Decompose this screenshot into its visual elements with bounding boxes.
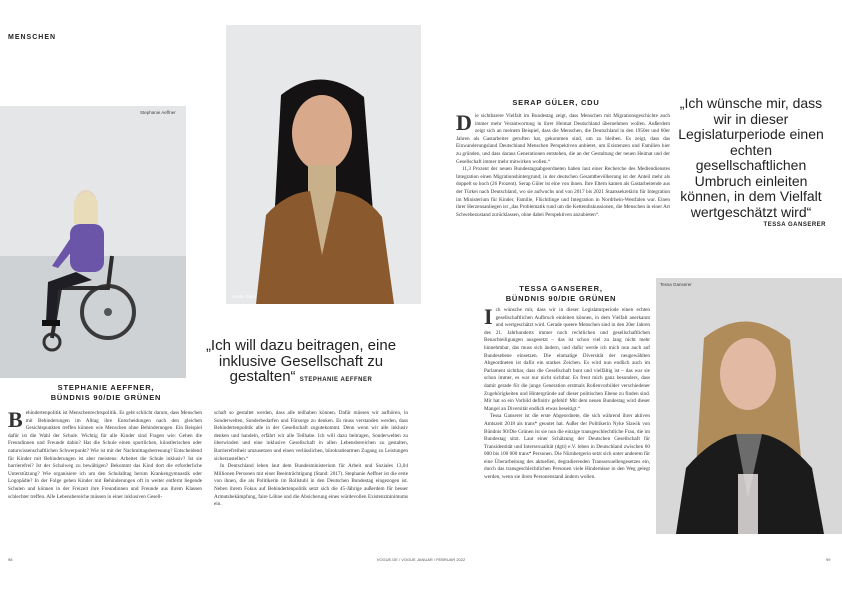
- ganserer-drop-cap: I: [484, 307, 493, 329]
- aeffner-col2-p1: schaft so gestaltet werden, dass alle teilhaben können. Dafür müssen wir aufhören, in Sonderwelten, Sonderbedarfen und Fürsorge zu denken. Es muss verstanden werden, dass Behindertenpolitik alle in der Gesellschaft zugutekommt. Denn wenn wir alle inklusiv denken und handeln, erfährt wir alle Teilhabe. Ich will dazu beitragen, Sonderwelten zu überwinden und eine inklusive Gesellschaft in allen Lebensbereichen zu gestalten, Barrierefreiheit umzusetzen und einen verlässlichen, bürokratiearmen Zugang zu Leistungen sicherzustellen.“: [214, 410, 408, 462]
- caption-gueler: Serap Güler: [232, 294, 257, 299]
- caption-aeffner: Stephanie Aeffner: [140, 110, 176, 115]
- folio-center: VOGUE.DE / VOGUE JANUAR / FEBRUAR 2022: [376, 557, 466, 562]
- ganserer-p2: Tessa Ganserer ist die erste Abgeordnete, die sich während ihrer aktiven Amtszeit 2018 als trans* geoutet hat. Außer der Politikerin Nyke Slawik von Bündnis 90/Die Grünen ist sie nun die einzige transgeschlechtliche Frau, die im Bundestag sitzt. Laut einer Schätzung der Deutschen Gesellschaft für Transidentität und Intersexualität (dgti) e.V. leben in Deutschland zwischen 60 000 bis 100 000 trans* Personen. Die Nürnbergerin setzt sich unter anderem für eine Überarbeitung des aktuellen, degradierenden Transsexuellengesetzes ein, durch das transgeschlechtlichen Personen viele Hindernisse in den Weg gelegt werden, wenn sie ihren Personenstand ändern wollen.: [484, 413, 650, 481]
- ganserer-body: [484, 307, 650, 537]
- photo-stephanie-aeffner: [0, 106, 186, 378]
- ganserer-name-heading: [476, 284, 646, 304]
- aeffner-quote: [190, 338, 412, 389]
- ganserer-quote-text: „Ich wünsche mir, dass wir in dieser Legislaturperiode einen echten gesellschaftlichen Umbruch einleiten können, in dem Vielfalt wertgeschätzt wird“: [678, 95, 824, 220]
- aeffner-name-line2: BÜNDNIS 90/DIE GRÜNEN: [50, 393, 162, 402]
- gueler-p2: 11,3 Prozent der neuen Bundestagsabgeordneten haben laut einer Recherche des Mediendienstes Integration einen Migrationshintergrund; in der deutschen Gesamtbevölkerung ist der Anteil mehr als doppelt so hoch (26 Prozent). Serap Güler ist eine von ihnen. Ihre Eltern kamen als Gastarbeitende aus der Türkei nach Deutschland, wo sie aufwuchs und von 2017 bis 2021 Staatssekretärin für Integration im Ministerium für Kinder, Familie, Flüchtlinge und Integration in Nordrhein-Westfalen war. Einen ihrer Herzensanliegen ist „das Problematik rund um die Kettendiskussionen, die Menschen in einer Art Schwebezustand zurücklassen, ohne dabei Perspektiven anzubieten“.: [456, 166, 670, 218]
- aeffner-quote-author: STEPHANIE AEFFNER: [299, 377, 373, 383]
- section-label: MENSCHEN: [8, 34, 57, 41]
- aeffner-col1-text: ehindertenpolitik ist Menschenrechtspolitik. Es geht schlicht darum, dass Menschen mit Behinderungen im Alltag ihre Entscheidungen nach den gleichen Gesichtspunkten treffen können wie Menschen ohne Behinderungen. Ein Beispiel dafür ist die Wahl der Schule. Wichtig für alle Kinder sind Fragen wie: Gehen die Freundinnen und Freunde dahin? Hat die Schule einen sportlichen, künstlerischen oder naturwissenschaftlichen Schwerpunkt? Wie ist mit der Nachmittagsbetreuung? Entscheidend für Kinder mit Behinderungen ist aber meistens: Arbeitet die Schule inklusiv? Ist sie barrierefrei? Ist der Schulweg zu bewältigen? Bekommt das Kind dort die erforderliche Unterstützung? Wie organisiere ich um den Schulalltag herum Krankengymnastik oder Logopädie? In der Folge gehen Kinder mit Behinderungen oft in weiter entfernt liegende Schulen und können in der Freizeit ihre Freundinnen und Freunde aus ihrem Klassen schlechter treffen. Alle Lebensbereiche müssen in einer inklusiven Gesell-: [8, 410, 202, 500]
- portrait-ganserer: [656, 278, 842, 534]
- gueler-name-heading: SERAP GÜLER, CDU: [512, 98, 600, 107]
- aeffner-name-line1: STEPHANIE AEFFNER,: [57, 383, 155, 392]
- folio-right: 99: [826, 557, 831, 562]
- photo-tessa-ganserer: [656, 278, 842, 534]
- gueler-drop-cap: D: [456, 113, 472, 135]
- portrait-gueler: [226, 25, 421, 304]
- caption-ganserer: Tessa Ganserer: [660, 282, 692, 287]
- ganserer-name-line2: BÜNDNIS 90/DIE GRÜNEN: [505, 294, 617, 303]
- ganserer-p1: ch wünsche mir, dass wir in dieser Legislaturperiode einen echten gesellschaftlichen Aufbruch einleiten können, in dem Vielfalt anerkannt und wertgeschätzt wird. Gerade queere Menschen sind in den 20er Jahren des 21. Jahrhunderts immer noch rechtlichen und gesellschaftlichen Benachteiligungen ausgesetzt – das ist schon viel zu lang nicht mehr hinnehmbar, das muss sich ändern, und dafür werde ich mich nun auch auf Bundesebene einsetzen. Die einmalige Diversität der neugewählten Abgeordneten ist dafür ein starkes Zeichen. Es wird nun endlich auch im Parlament sichtbar, dass die Gesellschaft bunt und vielfältig ist – das war sie schon immer, es war nur nicht sichtbar. Es freut mich ganz besonders, dass damit gerade für die junge Generation erstmals Rollenvorbilder verschiedener Zugehörigkeiten und Hintergründe auf dieser politischen Ebene zu finden sind. Mir hat so ein Vorbild definitiv gefehlt! Mit dem neuen Bundestag wird dieser Mangel an Diversität endlich etwas beseitigt.“: [484, 307, 650, 412]
- wheelchair-portrait: [0, 106, 186, 378]
- aeffner-col2-p2: In Deutschland leben laut dem Bundesministerium für Arbeit und Soziales 13,04 Millionen Personen mit einer Beeinträchtigung (Stand: 2017). Stephanie Aeffner ist die erste von ihnen, die als Politikerin im Rollstuhl in den Deutschen Bundestag eingezogen ist. Neben ihrem Fokus auf Behindertenpolitik setzt sich die 45-Jährige außerdem für besser Armutsbekämpfung, faire Löhne und die Absicherung eines würdevollen Existenzminimums ein.: [214, 463, 408, 508]
- aeffner-body-col1: [8, 410, 202, 540]
- aeffner-name-heading: [16, 383, 196, 403]
- aeffner-body-col2: [214, 410, 408, 540]
- aeffner-quote-text: „Ich will dazu beitragen, eine inklusive Gesellschaft zu gestalten“: [205, 337, 397, 385]
- ganserer-name-line1: TESSA GANSERER,: [519, 284, 603, 293]
- folio-left: 98: [8, 557, 13, 562]
- photo-serap-gueler: [226, 25, 421, 304]
- ganserer-quote-author: TESSA GANSERER: [763, 222, 826, 228]
- gueler-p1: ie sichtbarere Vielfalt im Bundestag zeigt, dass Menschen mit Migrationsgeschichte auch immer mehr Verantwortung in ihrer Heimat Deutschland übernehmen wollen. Außerdem zeigt sich an meinem Beispiel, dass die Menschen, die Deutschland in den 1950er und 60er Jahren als Gastarbeiter geruften hat, gekommen sind, um zu bleiben. Es zeigt, dass das Einwanderungsland Deutschland Menschen Perspektiven anbietet, um Existenzen und Familien hier zu gründen, und dass daraus Generationen entstehen, die an der Gestaltung der neuen Heimat und der Gesellschaft immer mehr mitwirken wollen.“: [456, 113, 670, 165]
- aeffner-drop-cap: B: [8, 410, 23, 432]
- gueler-body: [456, 113, 670, 261]
- ganserer-quote: [676, 96, 826, 228]
